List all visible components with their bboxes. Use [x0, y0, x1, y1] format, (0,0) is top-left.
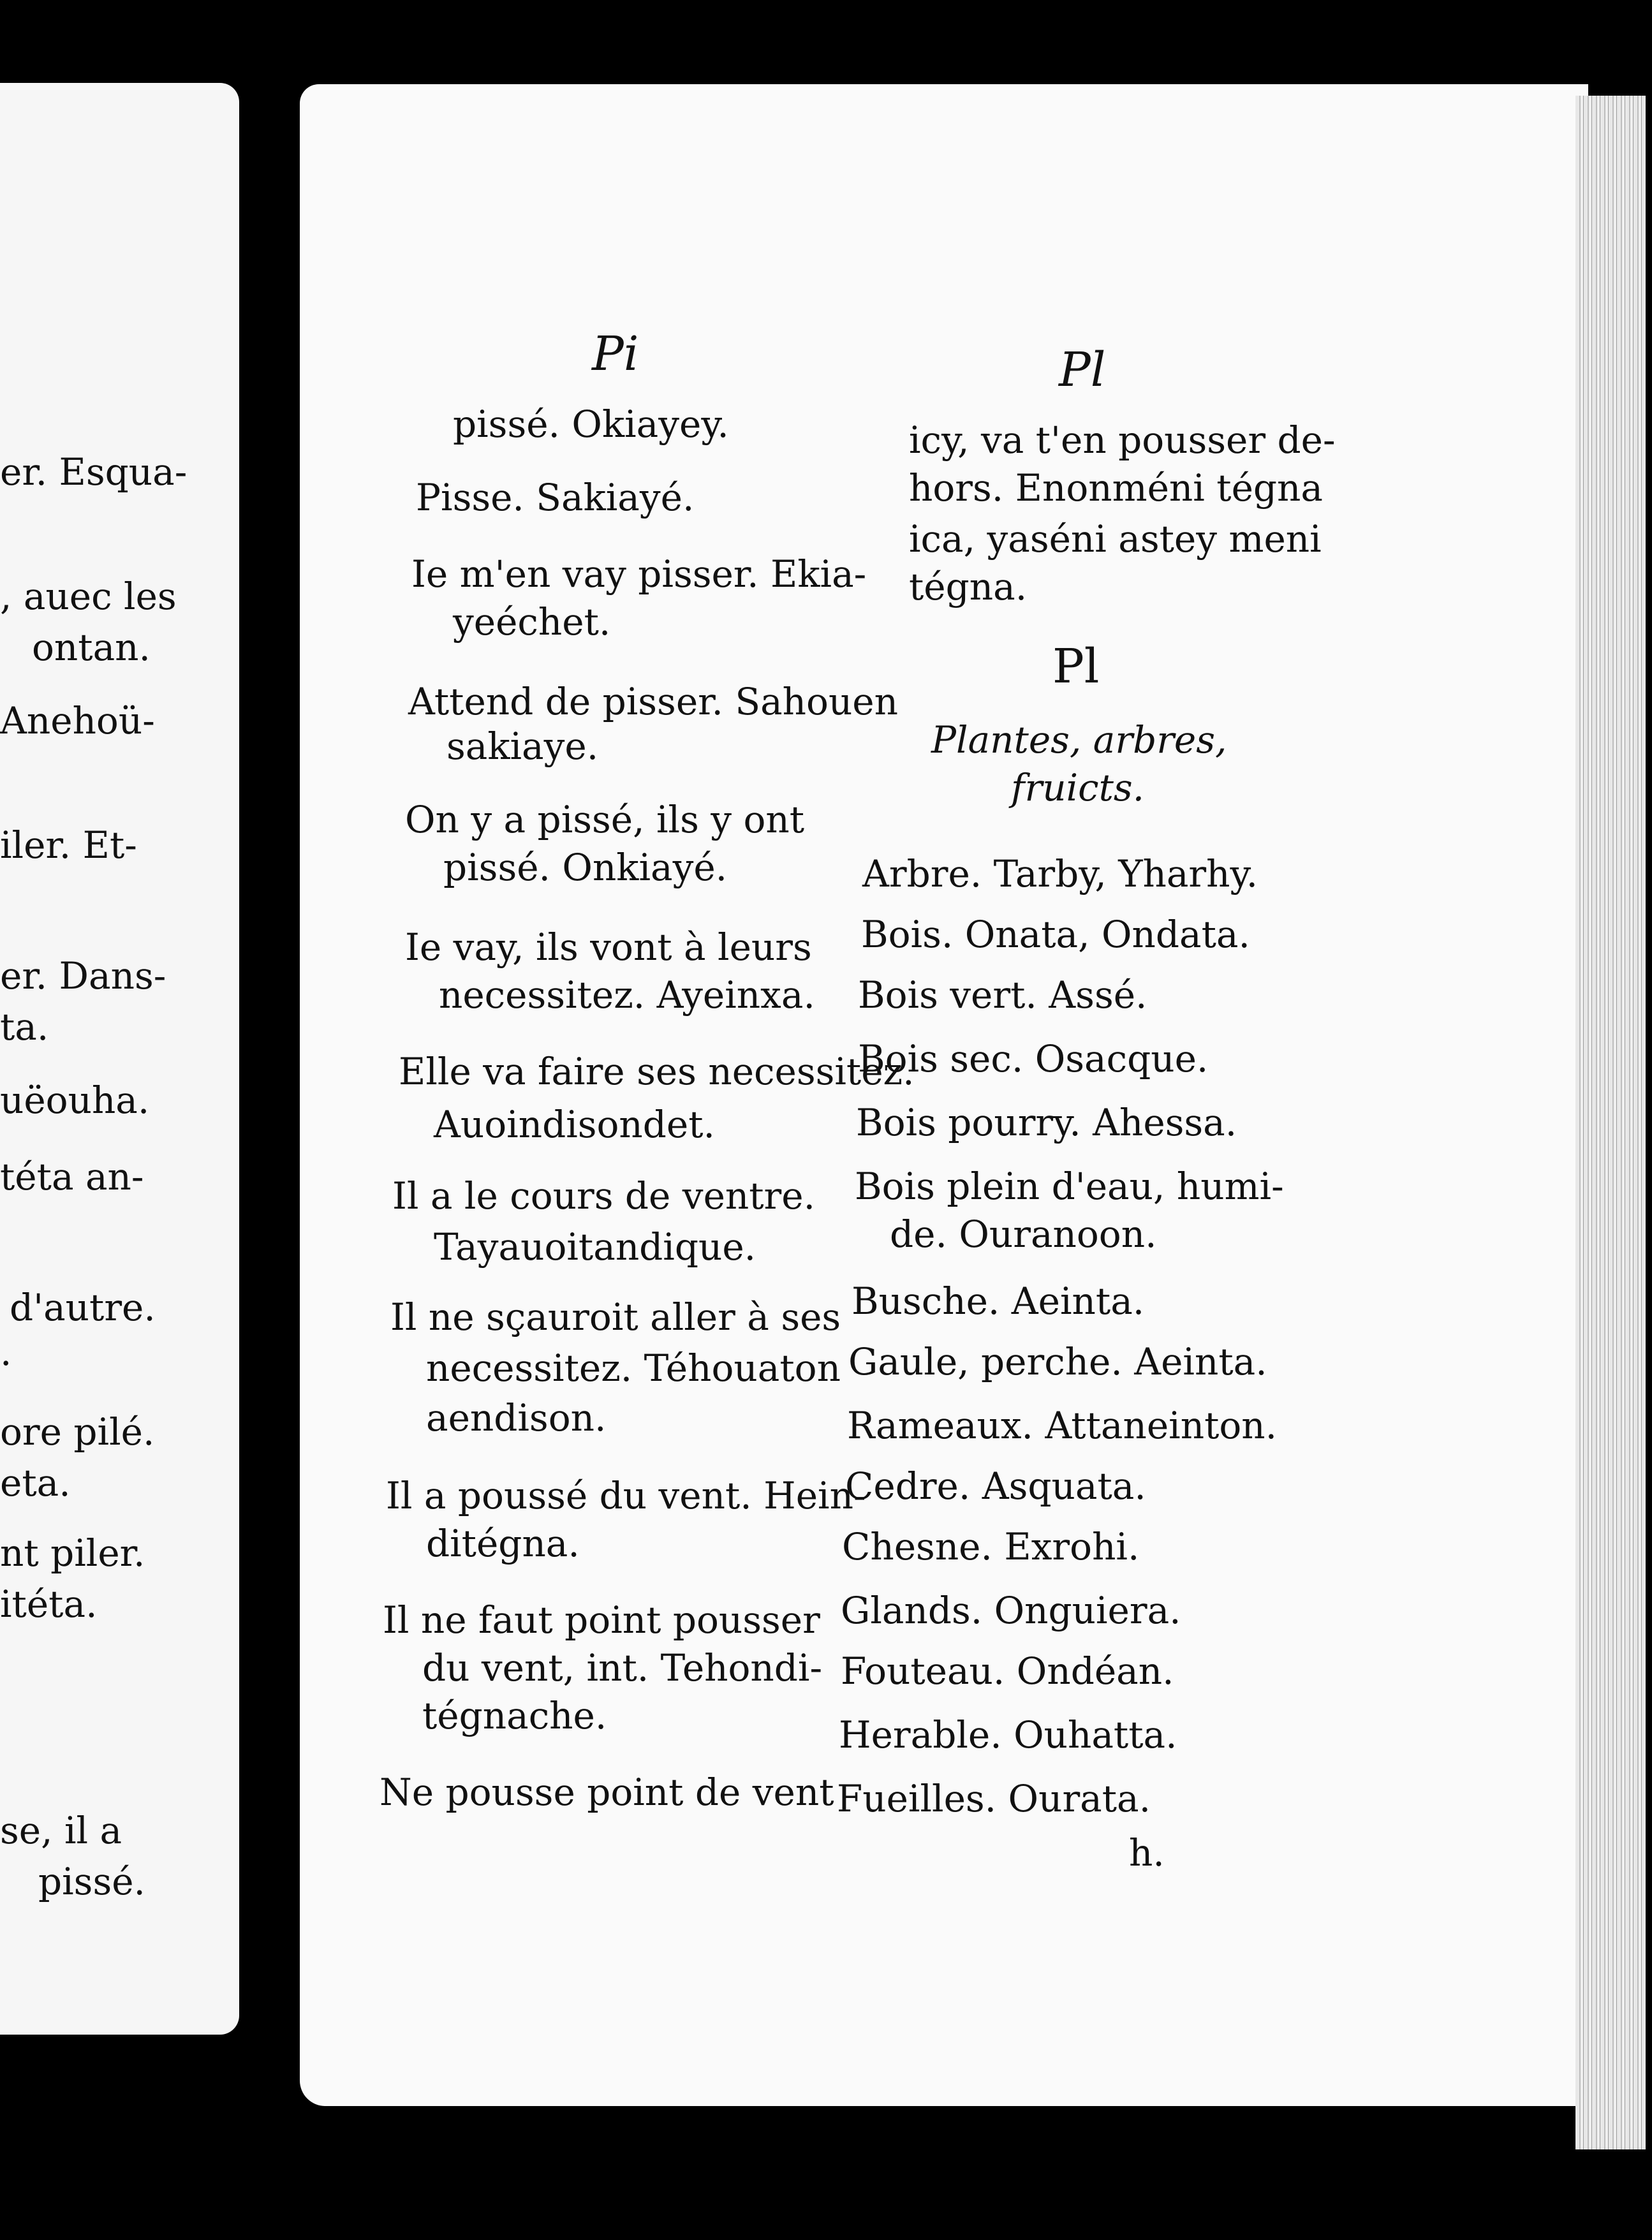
entry-line: Il ne faut point pousser — [383, 1598, 820, 1642]
left-line: nt piler. — [0, 1531, 145, 1575]
left-line: d'autre. — [10, 1286, 156, 1329]
left-line: ta. — [0, 1005, 49, 1049]
entry-line: Bois pourry. Ahessa. — [856, 1101, 1237, 1144]
entry-line: aendison. — [426, 1396, 607, 1440]
entry-line: Fueilles. Ourata. — [837, 1777, 1151, 1820]
entry-line: On y a pissé, ils y ont — [405, 798, 805, 841]
entry-line: Tayauoitandique. — [434, 1225, 756, 1269]
entry-line: ica, yaséni astey meni — [909, 517, 1322, 561]
entry-line: du vent, int. Tehondi- — [422, 1646, 823, 1690]
entry-line: sakiaye. — [446, 725, 599, 768]
entry-line: Herable. Ouhatta. — [839, 1713, 1177, 1757]
entry-line: Il a poussé du vent. Hein- — [386, 1474, 866, 1517]
facing-page — [0, 83, 239, 2035]
entry-line: Il ne sçauroit aller à ses — [390, 1295, 841, 1339]
left-line: itéta. — [0, 1582, 98, 1626]
entry-line: Bois vert. Assé. — [858, 973, 1147, 1017]
entry-line: pissé. Okiayey. — [453, 402, 729, 446]
left-line: , auec les — [0, 575, 177, 618]
entry-line: icy, va t'en pousser de- — [909, 418, 1336, 462]
entry-line: pissé. Onkiayé. — [443, 846, 728, 889]
page-edges — [1575, 96, 1646, 2149]
entry-line: Rameaux. Attaneinton. — [847, 1404, 1278, 1447]
entry-line: tégna. — [909, 565, 1028, 608]
left-line: er. Esqua- — [0, 450, 188, 494]
left-line: se, il a — [0, 1809, 122, 1852]
section-subheading: Plantes, arbres, — [931, 718, 1227, 762]
left-line: Anehoü- — [0, 699, 155, 742]
left-line: eta. — [0, 1461, 71, 1505]
entry-line: tégnache. — [422, 1694, 607, 1737]
left-line: ontan. — [32, 626, 151, 669]
entry-line: Busche. Aeinta. — [852, 1279, 1145, 1323]
entry-line: hors. Enonméni tégna — [909, 466, 1323, 510]
left-line: er. Dans- — [0, 954, 166, 998]
column-header: Pl — [1059, 343, 1106, 397]
entry-line: Bois. Onata, Ondata. — [861, 913, 1250, 956]
left-line: uëouha. — [0, 1079, 150, 1122]
left-line: ore pilé. — [0, 1410, 155, 1454]
entry-line: yeéchet. — [453, 600, 611, 644]
entry-line: Fouteau. Ondéan. — [841, 1649, 1174, 1693]
left-line: pissé. — [38, 1860, 145, 1903]
entry-line: ditégna. — [426, 1522, 580, 1565]
left-line: iler. Et- — [0, 823, 137, 867]
gutter — [239, 64, 309, 2092]
catchword: h. — [1129, 1831, 1165, 1875]
entry-line: Bois plein d'eau, humi- — [855, 1165, 1284, 1208]
entry-line: Chesne. Exrohi. — [842, 1525, 1140, 1568]
entry-line: Ne pousse point de vent — [380, 1771, 834, 1814]
entry-line: Il a le cours de ventre. — [392, 1174, 816, 1218]
entry-line: Ie m'en vay pisser. Ekia- — [411, 552, 867, 596]
section-header: Pl — [1052, 639, 1100, 694]
entry-line: necessitez. Téhouaton — [426, 1346, 841, 1390]
entry-line: Ie vay, ils vont à leurs — [405, 925, 812, 969]
entry-line: Gaule, perche. Aeinta. — [848, 1340, 1267, 1383]
entry-line: Attend de pisser. Sahouen — [408, 680, 898, 723]
left-line: téta an- — [0, 1155, 144, 1198]
entry-line: Arbre. Tarby, Yharhy. — [862, 852, 1258, 895]
column-header: Pi — [592, 327, 639, 381]
entry-line: Bois sec. Osacque. — [858, 1037, 1209, 1080]
entry-line: necessitez. Ayeinxa. — [439, 973, 815, 1017]
entry-line: de. Ouranoon. — [890, 1212, 1157, 1256]
entry-line: Pisse. Sakiayé. — [416, 476, 695, 519]
entry-line: Glands. Onguiera. — [841, 1589, 1181, 1632]
entry-line: Auoindisondet. — [434, 1103, 715, 1146]
left-line: . — [0, 1330, 12, 1374]
section-subheading: fruicts. — [1011, 766, 1145, 809]
entry-line: Cedre. Asquata. — [845, 1464, 1146, 1508]
entry-line: Elle va faire ses necessitez. — [399, 1050, 915, 1093]
